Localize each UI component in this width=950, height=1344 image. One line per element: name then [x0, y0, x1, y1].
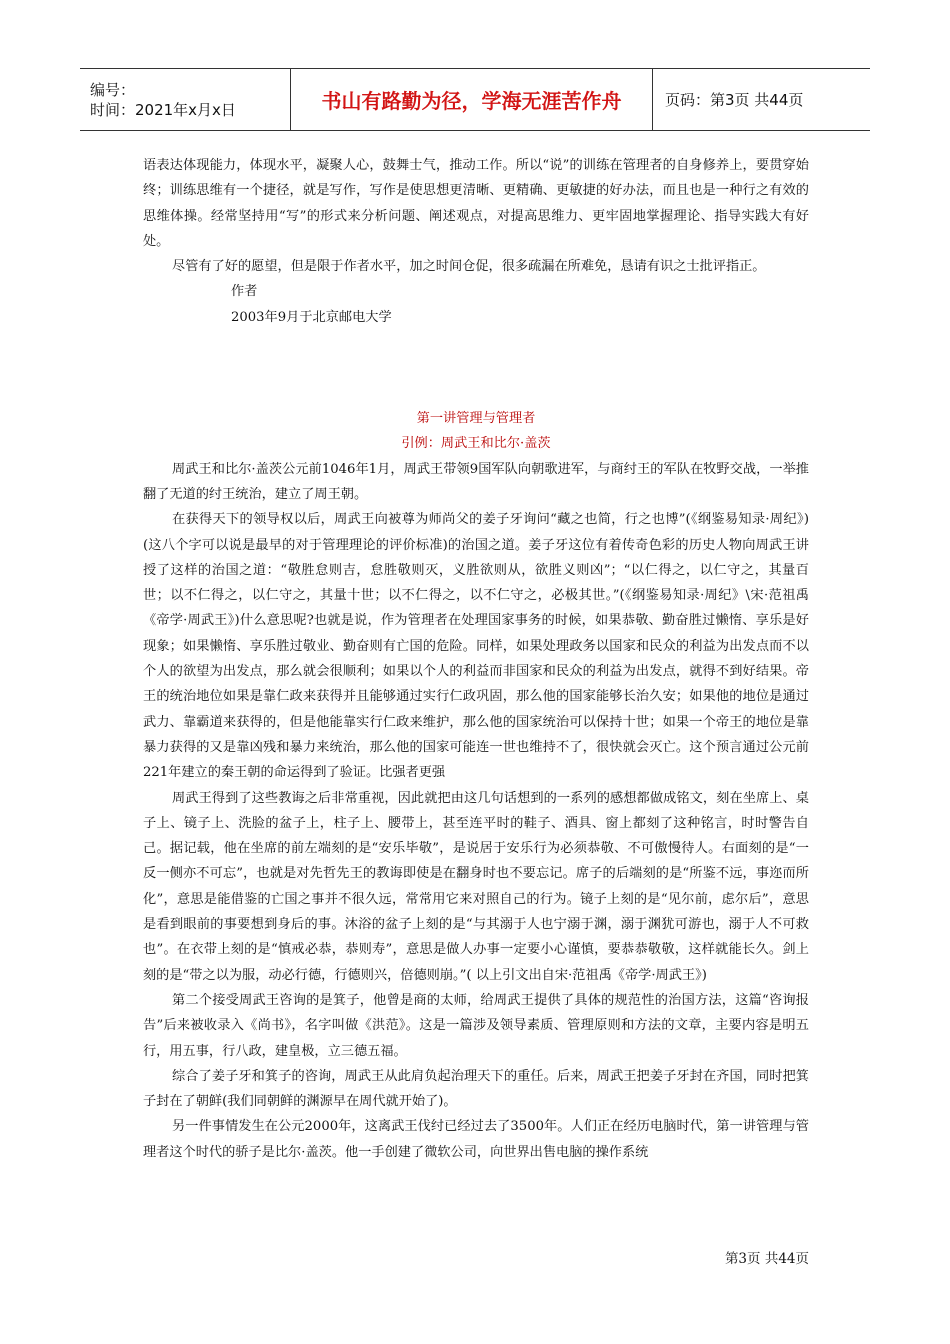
date-line: 2003年9月于北京邮电大学	[231, 309, 392, 325]
signature: 作者	[231, 284, 258, 300]
case-title: 引例：周武王和比尔·盖茨	[401, 436, 551, 452]
paragraph: 综合了姜子牙和箕子的咨询，周武王从此肩负起治理天下的重任。后来，周武王把姜子牙封在齐国，同时把箕子封在了朝鲜(我们同朝鲜的渊源早在周代就开始了)。	[143, 1068, 809, 1110]
page-header	[80, 68, 870, 131]
header-motto-cell	[291, 69, 653, 130]
page-footer: 第3页 共44页	[724, 1251, 809, 1267]
paragraph: 周武王和比尔·盖茨公元前1046年1月，周武王带领9国军队向朝歌进军，与商纣王的军队在牧野交战，一举推翻了无道的纣王统治，建立了周王朝。	[143, 461, 809, 502]
page-code: 页码：第3页 共44页	[665, 91, 804, 109]
document-body	[143, 153, 809, 1165]
paragraph: 第二个接受周武王咨询的是箕子，他曾是商的太师，给周武王提供了具体的规范性的治国方法，这篇“咨询报告”后来被收录入《尚书》，名字叫做《洪范》。这是一篇涉及领导素质、管理原则和方法的文章，主要内容是明五行，用五事，行八政，建皇极，立三德五福。	[143, 992, 809, 1059]
paragraph: 在获得天下的领导权以后，周武王向被尊为师尚父的姜子牙询问“藏之也简，行之也博”(《纲鉴易知录·周纪》)(这八个字可以说是最早的对于管理理论的评价标准)的治国之道。姜子牙这位有着传奇色彩的历史人物向周武王讲授了这样的治国之道：“敬胜怠则吉，怠胜敬则灭，义胜欲则从，欲胜义则凶”；“以仁得之，以仁守之，其量百世；以不仁得之，以仁守之，其量十世；以不仁得之，以不仁守之，必极其世。”(《纲鉴易知录·周纪》\宋·范祖禹《帝学·周武王》)什么意思呢?也就是说，作为管理者在处理国家事务的时候，如果恭敬、勤奋胜过懒惰、享乐是好现象；如果懒惰、享乐胜过敬业、勤奋则有亡国的危险。同样，如果处理政务以国家和民众的利益为出发点而不以个人的欲望为出发点，那么就会很顺利；如果以个人的利益而非国家和民众的利益为出发点，就得不到好结果。帝王的统治地位如果是靠仁政来获得并且能够通过实行仁政巩固，那么他的国家能够长治久安；如果他的地位是通过武力、靠霸道来获得的，但是他能靠实行仁政来维护，那么他的国家统治可以保持十世；如果一个帝王的地位是靠暴力获得的又是靠凶残和暴力来统治，那么他的国家可能连一世也维持不了，很快就会灭亡。这个预言通过公元前221年建立的秦王朝的命运得到了验证。比强者更强	[143, 512, 809, 781]
header-meta	[80, 69, 291, 130]
motto: 书山有路勤为径，学海无涯苦作舟	[321, 89, 622, 113]
header-page-cell	[653, 69, 870, 130]
chapter-title: 第一讲管理与管理者	[416, 411, 536, 427]
paragraph: 语表达体现能力，体现水平，凝聚人心，鼓舞士气，推动工作。所以“说”的训练在管理者的自身修养上，要贯穿始终；训练思维有一个捷径，就是写作，写作是使思想更清晰、更精确、更敏捷的好办法，而且也是一种行之有效的思维体操。经常坚持用“写”的形式来分析问题、阐述观点，对提高思维力、更牢固地掌握理论、指导实践大有好处。	[143, 158, 809, 249]
time-label: 时间：2021年x月x日	[90, 100, 236, 119]
section-gap	[143, 330, 809, 406]
paragraph: 尽管有了好的愿望，但是限于作者水平，加之时间仓促，很多疏漏在所难免，恳请有识之士批评指正。	[172, 259, 766, 275]
number-label: 编号：	[90, 80, 136, 99]
paragraph: 周武王得到了这些教诲之后非常重视，因此就把由这几句话想到的一系列的感想都做成铭文，刻在坐席上、桌子上、镜子上、洗脸的盆子上，柱子上、腰带上，甚至连平时的鞋子、酒具、窗上都刻了这种铭言，时时警告自己。据记载，他在坐席的前左端刻的是“安乐毕敬”，是说居于安乐行为必须恭敬、不可傲慢待人。右面刻的是“一反一侧亦不可忘”，也就是对先哲先王的教诲即使是在翻身时也不要忘记。席子的后端刻的是“所鉴不远，事迩而所化”，意思是能借鉴的亡国之事并不很久远，常常用它来对照自己的行为。镜子上刻的是“见尔前，虑尔后”，意思是看到眼前的事要想到身后的事。沐浴的盆子上刻的是“与其溺于人也宁溺于渊，溺于渊犹可游也，溺于人不可救也”。在衣带上刻的是“慎戒必恭，恭则寿”，意思是做人办事一定要小心谨慎，要恭恭敬敬，这样就能长久。剑上刻的是“带之以为服，动必行德，行德则兴，倍德则崩。”( 以上引文出自宋·范祖禹《帝学·周武王》)	[143, 790, 809, 983]
paragraph: 另一件事情发生在公元2000年，这离武王伐纣已经过去了3500年。人们正在经历电脑时代，第一讲管理与管理者这个时代的骄子是比尔·盖茨。他一手创建了微软公司，向世界出售电脑的操作系统	[143, 1119, 809, 1160]
